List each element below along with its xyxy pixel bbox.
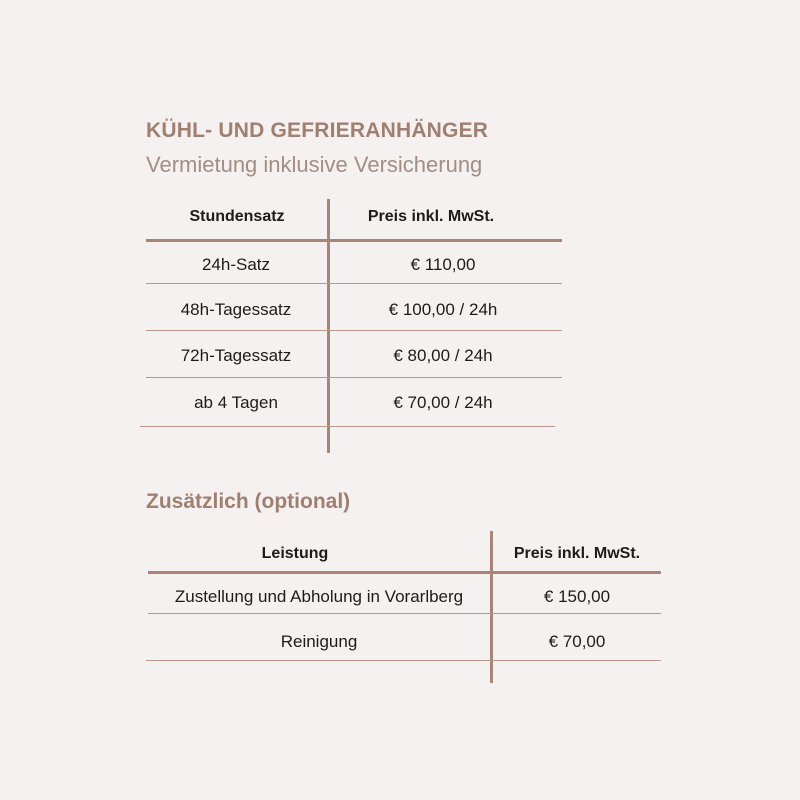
row-divider — [146, 660, 661, 661]
table-row-price: € 80,00 / 24h — [393, 346, 493, 365]
row-divider — [140, 426, 555, 427]
rates-header-hours: Stundensatz — [189, 208, 285, 225]
rates-header-rule — [146, 239, 562, 242]
table-row-label: 72h-Tagessatz — [180, 346, 292, 365]
extras-header-price: Preis inkl. MwSt. — [513, 545, 641, 562]
rates-column-divider — [327, 199, 330, 453]
row-divider — [146, 283, 562, 284]
table-row-label: ab 4 Tagen — [194, 393, 278, 412]
table-row-price: € 110,00 — [410, 255, 476, 274]
table-row-label: 48h-Tagessatz — [180, 300, 292, 319]
page-title: KÜHL- UND GEFRIERANHÄNGER — [146, 119, 489, 142]
row-divider — [148, 613, 661, 614]
extras-header-service: Leistung — [261, 545, 329, 562]
row-divider — [146, 330, 562, 331]
rates-header-price: Preis inkl. MwSt. — [367, 208, 495, 225]
table-row-price: € 100,00 / 24h — [388, 300, 498, 319]
table-row-price: € 70,00 / 24h — [393, 393, 493, 412]
table-row-label: Reinigung — [280, 632, 358, 651]
table-row-price: € 70,00 — [548, 632, 606, 651]
extras-header-rule — [148, 571, 661, 574]
extras-title: Zusätzlich (optional) — [146, 490, 351, 513]
row-divider — [146, 377, 562, 378]
table-row-label: 24h-Satz — [201, 255, 271, 274]
table-row-price: € 150,00 — [543, 587, 611, 606]
page-subtitle: Vermietung inklusive Versicherung — [146, 152, 483, 177]
table-row-label: Zustellung und Abholung in Vorarlberg — [174, 587, 464, 606]
